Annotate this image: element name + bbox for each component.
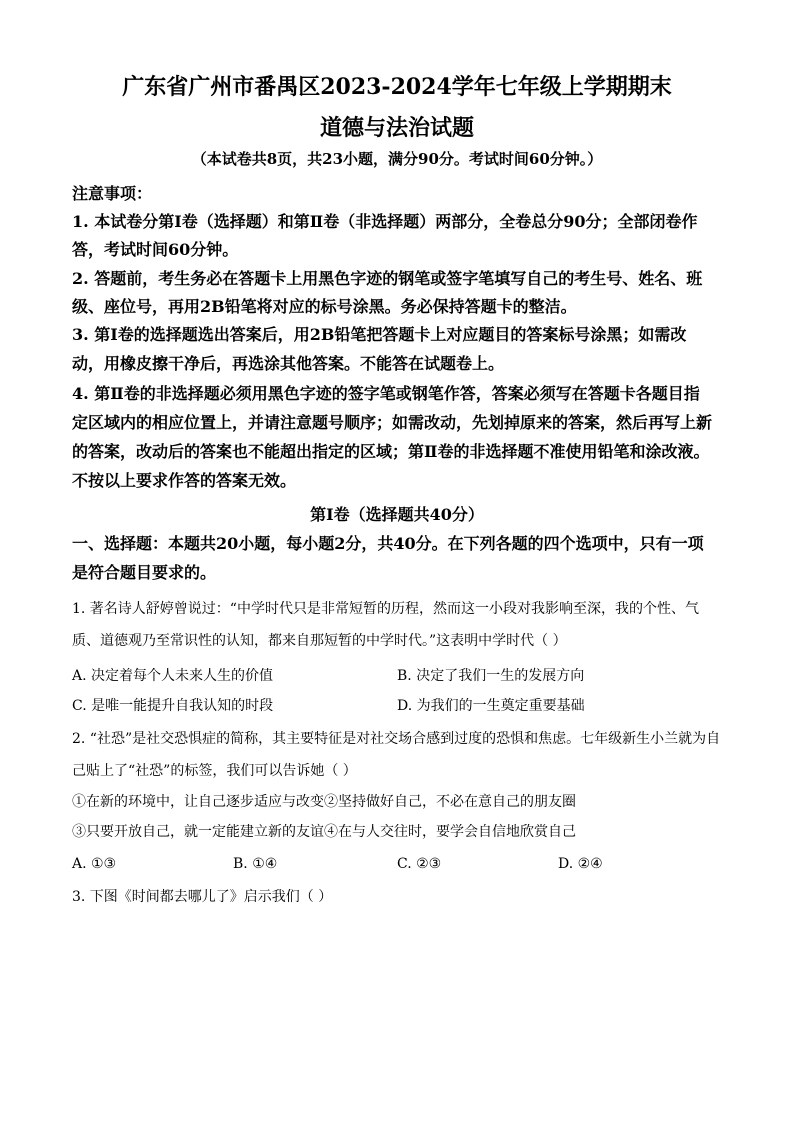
question-2-stem: 2. “社恐”是社交恐惧症的简称，其主要特征是对社交场合感到过度的恐惧和焦虑。七年级新生小兰就为自 — [72, 731, 721, 747]
question-2-option-a: A. ①③ — [72, 856, 117, 872]
question-2-stem: 己贴上了“社恐”的标签，我们可以告诉她（ ） — [72, 763, 357, 779]
notes-line: 2. 答题前，考生务必在答题卡上用黑色字迹的钢笔或签字笔填写自己的考生号、姓名、班 — [72, 269, 703, 288]
notes-heading: 注意事项： — [72, 184, 153, 203]
notes-line: 动，用橡皮擦干净后，再选涂其他答案。不能答在试题卷上。 — [72, 354, 505, 373]
question-2-statements: ③只要开放自己，就一定能建立新的友谊④在与人交往时，要学会自信地欣赏自己 — [72, 824, 576, 840]
exam-info: （本试卷共8页，共23小题，满分90分。考试时间60分钟。） — [191, 150, 603, 168]
notes-line: 答，考试时间60分钟。 — [72, 240, 239, 259]
exam-subject-title: 道德与法治试题 — [319, 115, 474, 141]
section-heading: 第Ⅰ卷（选择题共40分） — [310, 505, 484, 524]
question-1-option-b: B. 决定了我们一生的发展方向 — [397, 668, 585, 684]
question-1-option-c: C. 是唯一能提升自我认知的时段 — [72, 698, 274, 714]
notes-line: 1. 本试卷分第Ⅰ卷（选择题）和第Ⅱ卷（非选择题）两部分，全卷总分90分；全部闭卷作 — [72, 212, 698, 231]
exam-title: 广东省广州市番禺区2023-2024学年七年级上学期期末 — [122, 74, 672, 100]
notes-line: 级、座位号，再用2B铅笔将对应的标号涂黑。务必保持答题卡的整洁。 — [72, 297, 577, 316]
question-3-stem: 3. 下图《时间都去哪儿了》启示我们（ ） — [72, 889, 333, 905]
notes-line: 定区域内的相应位置上，并请注意题号顺序；如需改动，先划掉原来的答案，然后再写上新 — [72, 413, 713, 432]
section-instructions: 一、选择题：本题共20小题，每小题2分，共40分。在下列各题的四个选项中，只有一项 — [72, 534, 704, 553]
question-1-stem: 质、道德观乃至常识性的认知，都来自那短暂的中学时代。”这表明中学时代（ ） — [72, 633, 567, 649]
question-1-option-d: D. 为我们的一生奠定重要基础 — [397, 698, 585, 714]
notes-line: 4. 第Ⅱ卷的非选择题必须用黑色字迹的签字笔或钢笔作答，答案必须写在答题卡各题目指 — [72, 384, 700, 403]
question-1-option-a: A. 决定着每个人未来人生的价值 — [72, 668, 274, 684]
question-2-option-b: B. ①④ — [233, 856, 278, 872]
question-2-statements: ①在新的环境中，让自己逐步适应与改变②坚持做好自己，不必在意自己的朋友圈 — [72, 794, 576, 810]
notes-line: 3. 第Ⅰ卷的选择题选出答案后，用2B铅笔把答题卡上对应题目的答案标号涂黑；如需改 — [72, 325, 687, 344]
notes-line: 的答案，改动后的答案也不能超出指定的区域；第Ⅱ卷的非选择题不准使用铅笔和涂改液。 — [72, 442, 710, 461]
question-2-option-d: D. ②④ — [558, 856, 603, 872]
section-instructions: 是符合题目要求的。 — [72, 563, 217, 582]
notes-line: 不按以上要求作答的答案无效。 — [72, 471, 297, 490]
question-2-option-c: C. ②③ — [397, 856, 442, 872]
question-1-stem: 1. 著名诗人舒婷曾说过：“中学时代只是非常短暂的历程，然而这一小段对我影响至深，我的个性、气 — [72, 601, 699, 617]
